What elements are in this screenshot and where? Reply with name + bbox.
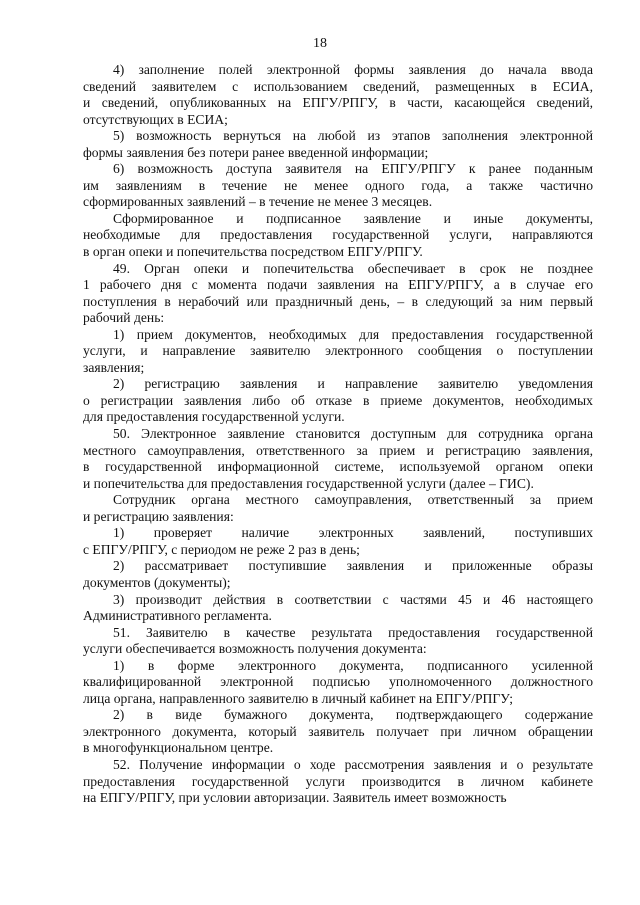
text-line: заявления; [83,359,145,375]
text-line: 51. Заявителю в качестве результата предоставления государственной [113,624,593,640]
text-line: с ЕПГУ/РПГУ, с периодом не реже 2 раз в день; [83,541,360,557]
text-line: необходимые для предоставления государственной услуги, направляются [83,227,593,243]
text-line: на ЕПГУ/РПГУ, при условии авторизации. Заявитель имеет возможность [83,790,507,806]
text-line: Сотрудник органа местного самоуправления, ответственный за прием [113,492,593,508]
page-number: 18 [313,36,327,51]
text-line: рабочий день: [83,310,165,326]
text-line: и попечительства для предоставления государственной услуги (далее – ГИС). [83,475,534,491]
text-line: сведений заявителем с использованием сведений, размещенных в ЕСИА, [83,78,594,94]
text-line: 1) в форме электронного документа, подписанного усиленной [113,657,593,673]
text-line: о регистрации заявления либо об отказе в приеме документов, необходимых [83,392,593,408]
text-line: сформированных заявлений – в течение не менее 3 месяцев. [83,194,433,210]
document-body [83,62,593,807]
text-line: Сформированное и подписанное заявление и иные документы, [113,210,593,226]
text-line: поступления в нерабочий или праздничный день, – в следующий за ним первый [83,293,593,309]
text-line: предоставления государственной услуги производится в личном кабинете [83,773,593,789]
text-line: услуги обеспечивается возможность получения документа: [83,641,427,657]
text-line: документов (документы); [83,574,231,590]
text-line: Административного регламента. [83,608,272,624]
text-line: формы заявления без потери ранее введенной информации; [83,144,429,160]
text-line: 2) регистрацию заявления и направление заявителю уведомления [113,376,593,392]
text-line: 2) в виде бумажного документа, подтверждающего содержание [113,707,593,723]
text-line: 5) возможность вернуться на любой из этапов заполнения электронной [113,128,594,144]
text-line: 1 рабочего дня с момента подачи заявления на ЕПГУ/РПГУ, а в случае его [83,277,593,293]
text-line: им заявлениям в течение не менее одного года, а также частично [83,177,593,193]
text-line: 50. Электронное заявление становится доступным для сотрудника органа [113,426,593,442]
text-line: 1) проверяет наличие электронных заявлений, поступивших [113,525,593,541]
text-line: в орган опеки и попечительства посредством ЕПГУ/РПГУ. [83,244,423,260]
text-line: для предоставления государственной услуги. [83,409,345,425]
text-line: 1) прием документов, необходимых для предоставления государственной [113,326,593,342]
text-line: 52. Получение информации о ходе рассмотрения заявления и о результате [113,756,593,772]
text-line: электронного документа, который заявитель получает при личном обращении [83,723,593,739]
text-line: 2) рассматривает поступившие заявления и приложенные образы [113,558,593,574]
text-line: 6) возможность доступа заявителя на ЕПГУ/РПГУ к ранее поданным [113,161,593,177]
text-line: местного самоуправления, ответственного за прием и регистрацию заявления, [83,442,593,458]
text-line: 3) производит действия в соответствии с частями 45 и 46 настоящего [113,591,593,607]
text-line: отсутствующих в ЕСИА; [83,111,228,127]
text-line: квалифицированной электронной подписью уполномоченного должностного [83,674,593,690]
text-line: 49. Орган опеки и попечительства обеспечивает в срок не позднее [113,260,593,276]
text-line: в многофункциональном центре. [83,740,274,756]
text-line: в государственной информационной системе, используемой органом опеки [83,459,593,475]
text-line: и сведений, опубликованных на ЕПГУ/РПГУ, в части, касающейся сведений, [83,95,593,111]
text-line: и регистрацию заявления: [83,508,234,524]
text-line: услуги, и направление заявителю электронного сообщения о поступлении [83,343,593,359]
text-line: 4) заполнение полей электронной формы заявления до начала ввода [113,62,593,77]
text-line: лица органа, направленного заявителю в личный кабинет на ЕПГУ/РПГУ; [83,690,514,706]
